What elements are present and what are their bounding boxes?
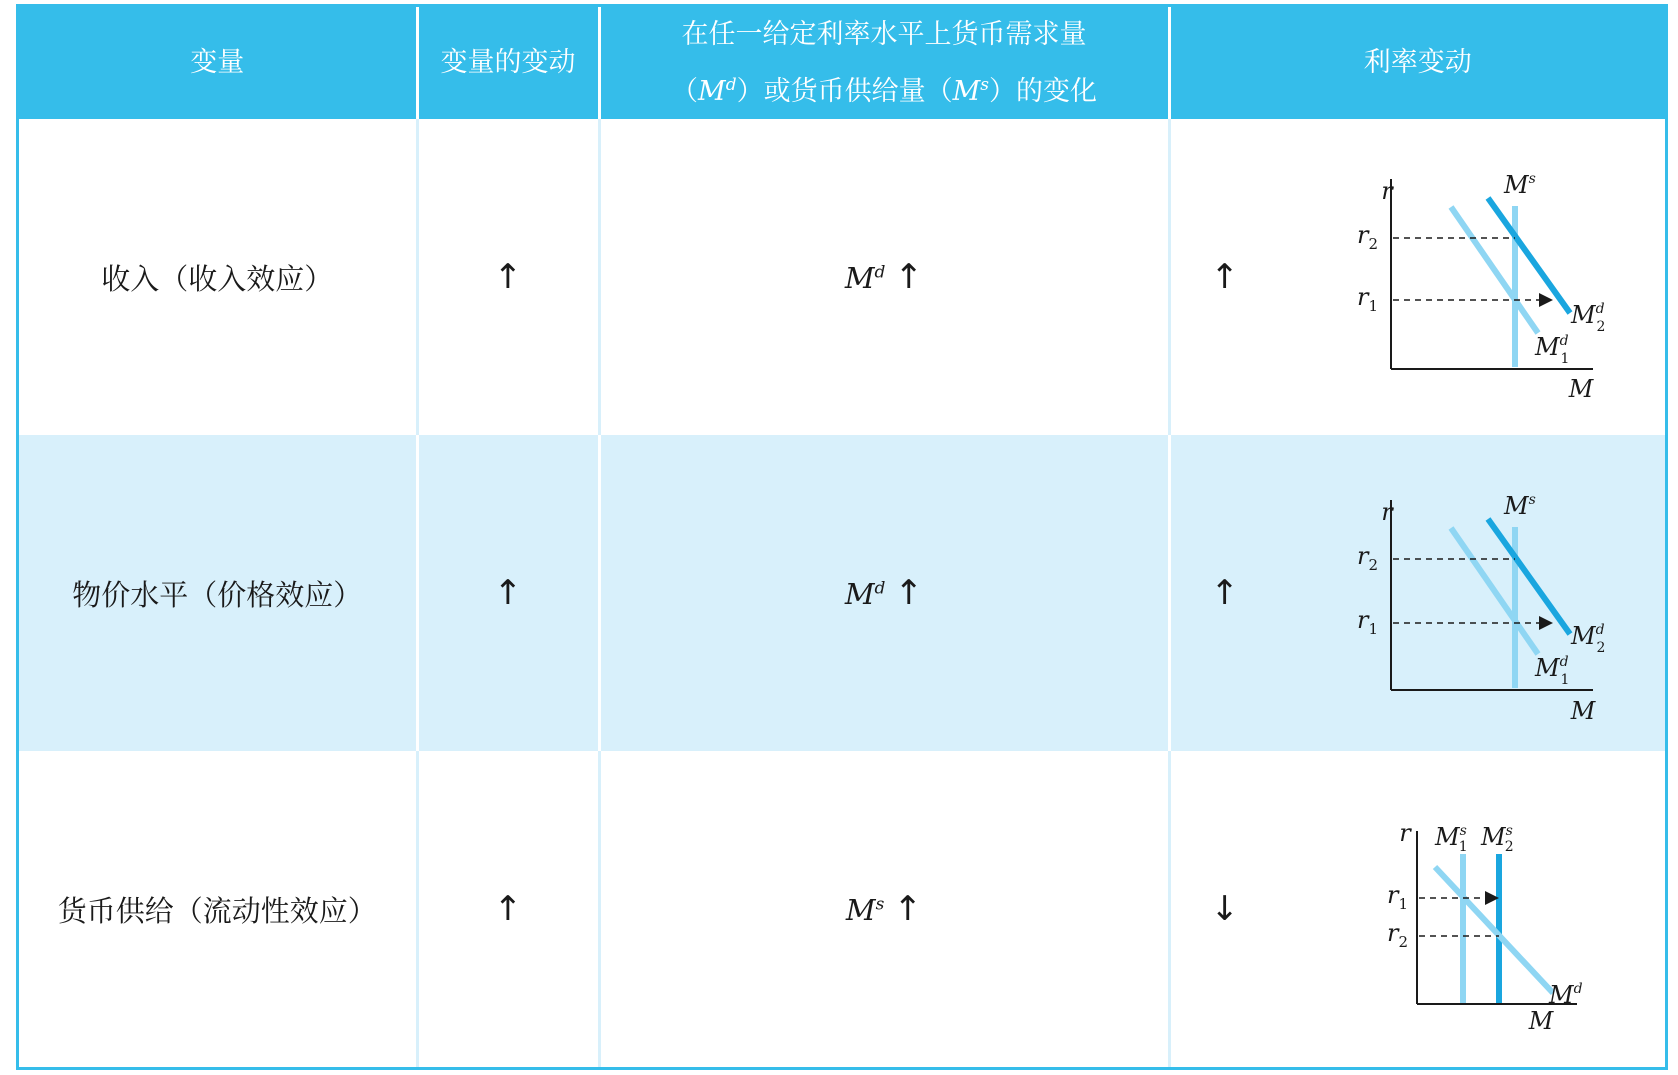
demand-curve-shifted (1488, 198, 1570, 313)
row-effect: $M^d$ ↑ (599, 119, 1169, 435)
supply-label: $M^s$ (1503, 171, 1536, 199)
row-variable: 物价水平（价格效应） (19, 435, 417, 751)
row-rate-cell (1169, 751, 1665, 1067)
upper-rate-label: $r_1$ (1386, 881, 1408, 913)
demand-shifted-label: $M^d$ 2 (1570, 622, 1605, 656)
demand-shift-graph (1321, 149, 1621, 409)
row-effect: $M^s$ ↑ (599, 751, 1169, 1067)
money-market-table (19, 7, 1665, 1067)
arrowhead (1539, 616, 1553, 630)
demand-shifted-label: $M^d$ 2 (1570, 301, 1605, 335)
row-variable: 收入（收入效应） (19, 119, 417, 435)
supply-shift-graph (1321, 781, 1621, 1041)
demand-curve-initial (1451, 528, 1538, 654)
supply-label: $M^s$ (1503, 492, 1536, 520)
m-axis-label: M (1570, 697, 1595, 725)
supply-shifted-label: $M^s$ 2 (1480, 823, 1514, 855)
r-axis-label: r (1398, 819, 1411, 847)
demand-label: $M^d$ (1548, 981, 1583, 1009)
header-variable: 变量 (19, 7, 417, 119)
m-axis-label: M (1528, 1007, 1553, 1035)
lower-rate-label: $r_1$ (1356, 283, 1378, 315)
demand-curve-shifted (1488, 519, 1570, 634)
supply-initial-label: $M^s$ 1 (1434, 823, 1468, 855)
demand-initial-label: $M^d$ 1 (1534, 333, 1569, 367)
demand-initial-label: $M^d$ 1 (1534, 654, 1569, 688)
m-axis-label: M (1568, 375, 1593, 403)
demand-curve (1435, 867, 1553, 993)
header-quantity-change: 在任一给定利率水平上货币需求量 $(M^d)$或货币供给量$(M^s)$的变化 (599, 7, 1169, 119)
row-rate-change: ↑ (1210, 573, 1239, 613)
header-rate-change: 利率变动 (1363, 47, 1472, 78)
table-row (19, 751, 1665, 1067)
r-axis-label: r (1380, 177, 1393, 205)
arrowhead (1539, 293, 1553, 307)
row-rate-change: ↑ (1210, 257, 1239, 297)
r-axis-label: r (1380, 498, 1393, 526)
demand-curve-initial (1451, 207, 1538, 333)
row-rate-cell (1169, 435, 1665, 751)
lower-rate-label: $r_2$ (1386, 919, 1408, 951)
table-row (19, 435, 1665, 751)
header-row (19, 7, 1665, 119)
row-effect: $M^d$ ↑ (599, 435, 1169, 751)
header-quantity-line1: 在任一给定利率水平上货币需求量 (681, 18, 1087, 50)
row-variable: 货币供给（流动性效应） (19, 751, 417, 1067)
demand-shift-graph (1321, 465, 1621, 725)
row-variable-change: ↑ (417, 751, 599, 1067)
row-variable-change: ↑ (417, 119, 599, 435)
upper-rate-label: $r_2$ (1356, 221, 1378, 253)
row-variable-change: ↑ (417, 435, 599, 751)
lower-rate-label: $r_1$ (1356, 606, 1378, 638)
row-rate-cell (1169, 119, 1665, 435)
header-variable-change: 变量的变动 (417, 7, 599, 119)
upper-rate-label: $r_2$ (1356, 542, 1378, 574)
money-market-table-frame (16, 4, 1668, 1070)
table-row (19, 119, 1665, 435)
row-rate-change: ↓ (1210, 889, 1239, 929)
